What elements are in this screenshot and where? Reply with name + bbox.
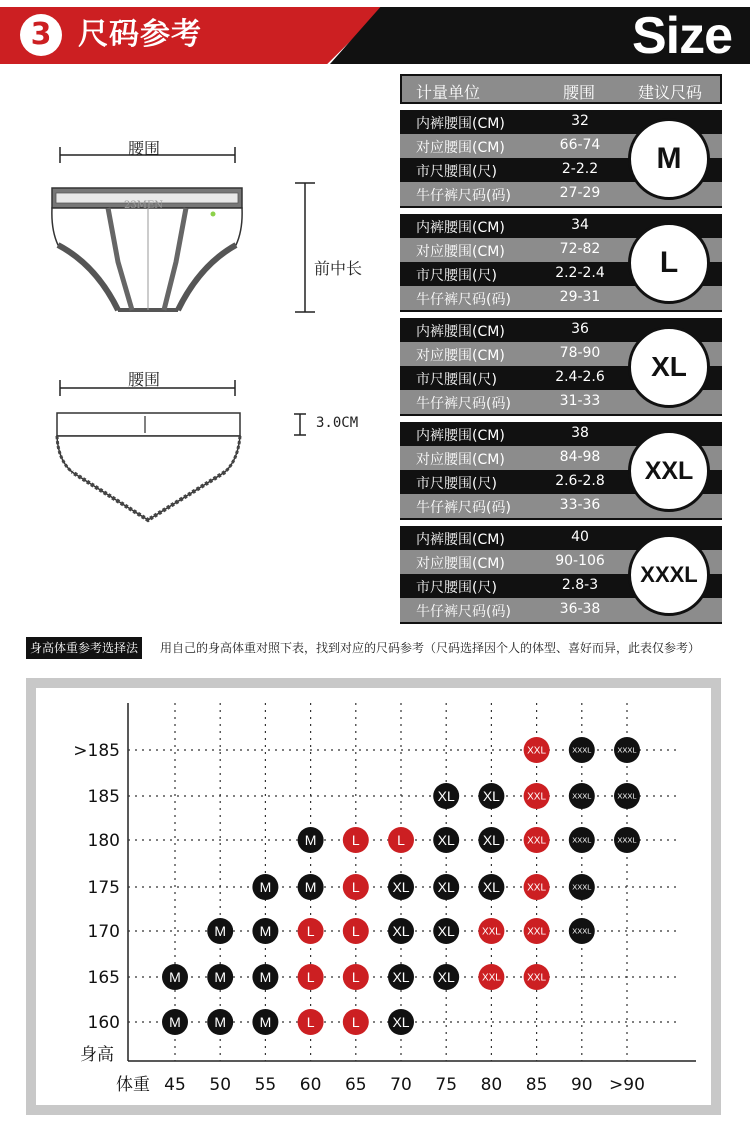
size-dot [524,827,550,853]
size-dot-label: L [306,923,315,940]
table-row: 市尺腰围(尺) 2.4-2.6 [400,366,722,390]
size-dot [569,874,595,900]
size-dot-label: M [259,879,272,896]
header-unit: 计量单位 [416,83,481,102]
size-dot-label: XL [392,1014,410,1031]
size-dot-label: L [306,969,315,986]
size-dot [478,918,504,944]
method-description: 用自己的身高体重对照下表，找到对应的尺码参考（尺码选择因个人的体型、喜好而异，此表仅参考） [160,641,701,655]
table-row: 对应腰围(CM) 72-82 [400,238,722,262]
size-table-header [400,74,722,104]
x-axis-label: 体重 [116,1075,150,1095]
size-dot [478,874,504,900]
table-row: 牛仔裤尺码(码) 29-31 [400,286,722,310]
size-dot [524,964,550,990]
y-tick-label: 160 [87,1013,120,1033]
size-dot-label: M [169,969,181,986]
x-tick-label: 80 [480,1075,503,1095]
size-dot-label: XXXL [617,791,637,801]
table-row: 内裤腰围(CM) 40 [400,526,722,550]
height-weight-chart-frame [26,678,721,1115]
size-dot-label: M [259,1014,272,1031]
size-dot [343,964,369,990]
size-dot [388,964,414,990]
brand-label: 23MEN [124,200,164,211]
size-dot [298,1009,324,1035]
size-dot [524,918,550,944]
size-dot [433,827,459,853]
size-dot [569,737,595,763]
y-tick-label: 180 [87,831,120,851]
size-dot [388,918,414,944]
size-badge-m: M [628,118,710,200]
table-row: 市尺腰围(尺) 2.6-2.8 [400,470,722,494]
size-dot [343,918,369,944]
size-dot [569,783,595,809]
size-dot [433,918,459,944]
size-dot [478,964,504,990]
back-waist-label: 腰围 [128,370,161,389]
size-dot [569,827,595,853]
size-dot [207,918,233,944]
size-dot [252,964,278,990]
size-dot [614,737,640,763]
table-row: 内裤腰围(CM) 32 [400,110,722,134]
size-dot [388,827,414,853]
height-weight-chart-panel [36,688,711,1105]
size-badge-l: L [628,222,710,304]
x-tick-label: >90 [609,1075,645,1095]
size-dot [388,1009,414,1035]
size-dot-label: XXXL [572,926,592,936]
size-group-xxl [400,422,722,520]
size-dot-label: M [214,969,227,986]
size-dot-label: XL [437,923,455,940]
size-dot-label: XXL [527,835,547,847]
size-dot-label: M [214,1014,227,1031]
size-dot-label: XXL [527,972,547,984]
table-row: 牛仔裤尺码(码) 36-38 [400,598,722,622]
size-badge-xxxl: XXXL [628,534,710,616]
size-dot [298,964,324,990]
garment-diagram [0,80,395,550]
table-row: 对应腰围(CM) 90-106 [400,550,722,574]
size-dot-label: XXXL [572,835,592,845]
size-dot [298,827,324,853]
band-height-dimension [294,414,306,435]
x-tick-label: 85 [525,1075,548,1095]
size-dot-label: L [351,923,360,940]
size-dot-label: XL [437,879,455,896]
size-dot-label: XXL [481,972,501,984]
front-waist-label: 腰围 [128,139,161,158]
size-dot-label: XL [482,788,500,805]
size-dot-label: XXL [527,791,547,803]
size-dot-label: M [304,879,317,896]
size-dot-label: XXL [527,745,547,757]
size-dot-label: L [351,879,360,896]
x-tick-label: 70 [390,1075,412,1095]
table-row: 内裤腰围(CM) 36 [400,318,722,342]
size-group-m [400,110,722,208]
table-row: 对应腰围(CM) 66-74 [400,134,722,158]
header-banner [0,0,750,72]
size-dot-label: M [304,832,317,849]
x-tick-label: 60 [299,1075,322,1095]
x-tick-label: 90 [570,1075,593,1095]
size-dot [252,918,278,944]
size-dot [614,827,640,853]
size-dot [162,1009,188,1035]
size-group-l [400,214,722,312]
height-weight-chart [36,688,711,1105]
size-dot-label: XXXL [572,882,592,892]
size-dot [478,827,504,853]
section-title: 尺码参考 [78,17,202,52]
size-badge-xxl: XXL [628,430,710,512]
size-dot [433,964,459,990]
size-dot [478,783,504,809]
size-dot-label: XXL [527,926,547,938]
size-dot-label: XL [392,923,410,940]
front-length-label: 前中长 [314,259,363,278]
size-dot-label: M [214,923,227,940]
size-dot [252,874,278,900]
size-heading: Size [631,7,732,65]
table-row: 牛仔裤尺码(码) 33-36 [400,494,722,518]
size-dot-label: XXXL [617,835,637,845]
x-tick-label: 45 [164,1075,186,1095]
size-dot [207,1009,233,1035]
size-dot-label: M [259,923,272,940]
size-dot [433,874,459,900]
band-height-label: 3.0CM [316,415,359,431]
y-tick-label: >185 [73,741,120,761]
size-dot-label: XXXL [572,745,592,755]
size-dot [614,783,640,809]
size-dot-label: L [397,832,405,849]
size-dot [252,1009,278,1035]
size-dot [343,874,369,900]
size-dot-label: L [306,1014,315,1031]
size-dot-label: XL [392,879,410,896]
x-tick-label: 50 [209,1075,232,1095]
size-dot [569,918,595,944]
size-dot [388,874,414,900]
size-dot-label: M [169,1014,181,1031]
table-row: 牛仔裤尺码(码) 31-33 [400,390,722,414]
size-group-xxxl [400,526,722,624]
method-tag: 身高体重参考选择法 [26,637,142,659]
size-dot-label: XL [437,788,455,805]
size-dot [343,1009,369,1035]
table-row: 对应腰围(CM) 84-98 [400,446,722,470]
x-tick-label: 55 [254,1075,277,1095]
size-dot [207,964,233,990]
size-dot-label: L [351,969,360,986]
size-dot-label: L [351,832,360,849]
header-waist: 腰围 [563,83,596,102]
size-dot [343,827,369,853]
table-row: 市尺腰围(尺) 2-2.2 [400,158,722,182]
y-tick-label: 170 [87,922,120,942]
size-dot-label: XXL [527,882,547,894]
size-badge-xl: XL [628,326,710,408]
y-tick-label: 165 [87,968,120,988]
table-row: 内裤腰围(CM) 34 [400,214,722,238]
size-dot-label: XL [482,879,500,896]
y-axis-label: 身高 [80,1045,114,1065]
size-dot [524,874,550,900]
size-dot-label: XXXL [572,791,592,801]
table-row: 牛仔裤尺码(码) 27-29 [400,182,722,206]
size-dot-label: M [259,969,272,986]
size-dot [524,783,550,809]
size-dot [524,737,550,763]
table-row: 市尺腰围(尺) 2.8-3 [400,574,722,598]
table-row: 市尺腰围(尺) 2.2-2.4 [400,262,722,286]
size-dot [298,874,324,900]
y-tick-label: 175 [87,878,120,898]
size-dot [433,783,459,809]
length-dimension [295,183,315,312]
size-group-xl [400,318,722,416]
back-briefs [57,413,240,520]
table-row: 对应腰围(CM) 78-90 [400,342,722,366]
briefs-illustration [0,80,395,550]
header-suggested-size: 建议尺码 [638,83,703,102]
size-dot-label: XXXL [617,745,637,755]
table-row: 内裤腰围(CM) 38 [400,422,722,446]
section-number-badge: 3 [20,14,62,56]
x-tick-label: 75 [435,1075,458,1095]
y-tick-label: 185 [87,787,120,807]
size-dot-label: XL [392,969,410,986]
x-tick-label: 65 [344,1075,367,1095]
size-dot [162,964,188,990]
size-dot-label: XL [482,832,500,849]
size-dot-label: XXL [481,926,501,938]
size-dot [298,918,324,944]
size-dot-label: L [351,1014,360,1031]
size-dot-label: XL [437,969,455,986]
size-dot-label: XL [437,832,455,849]
